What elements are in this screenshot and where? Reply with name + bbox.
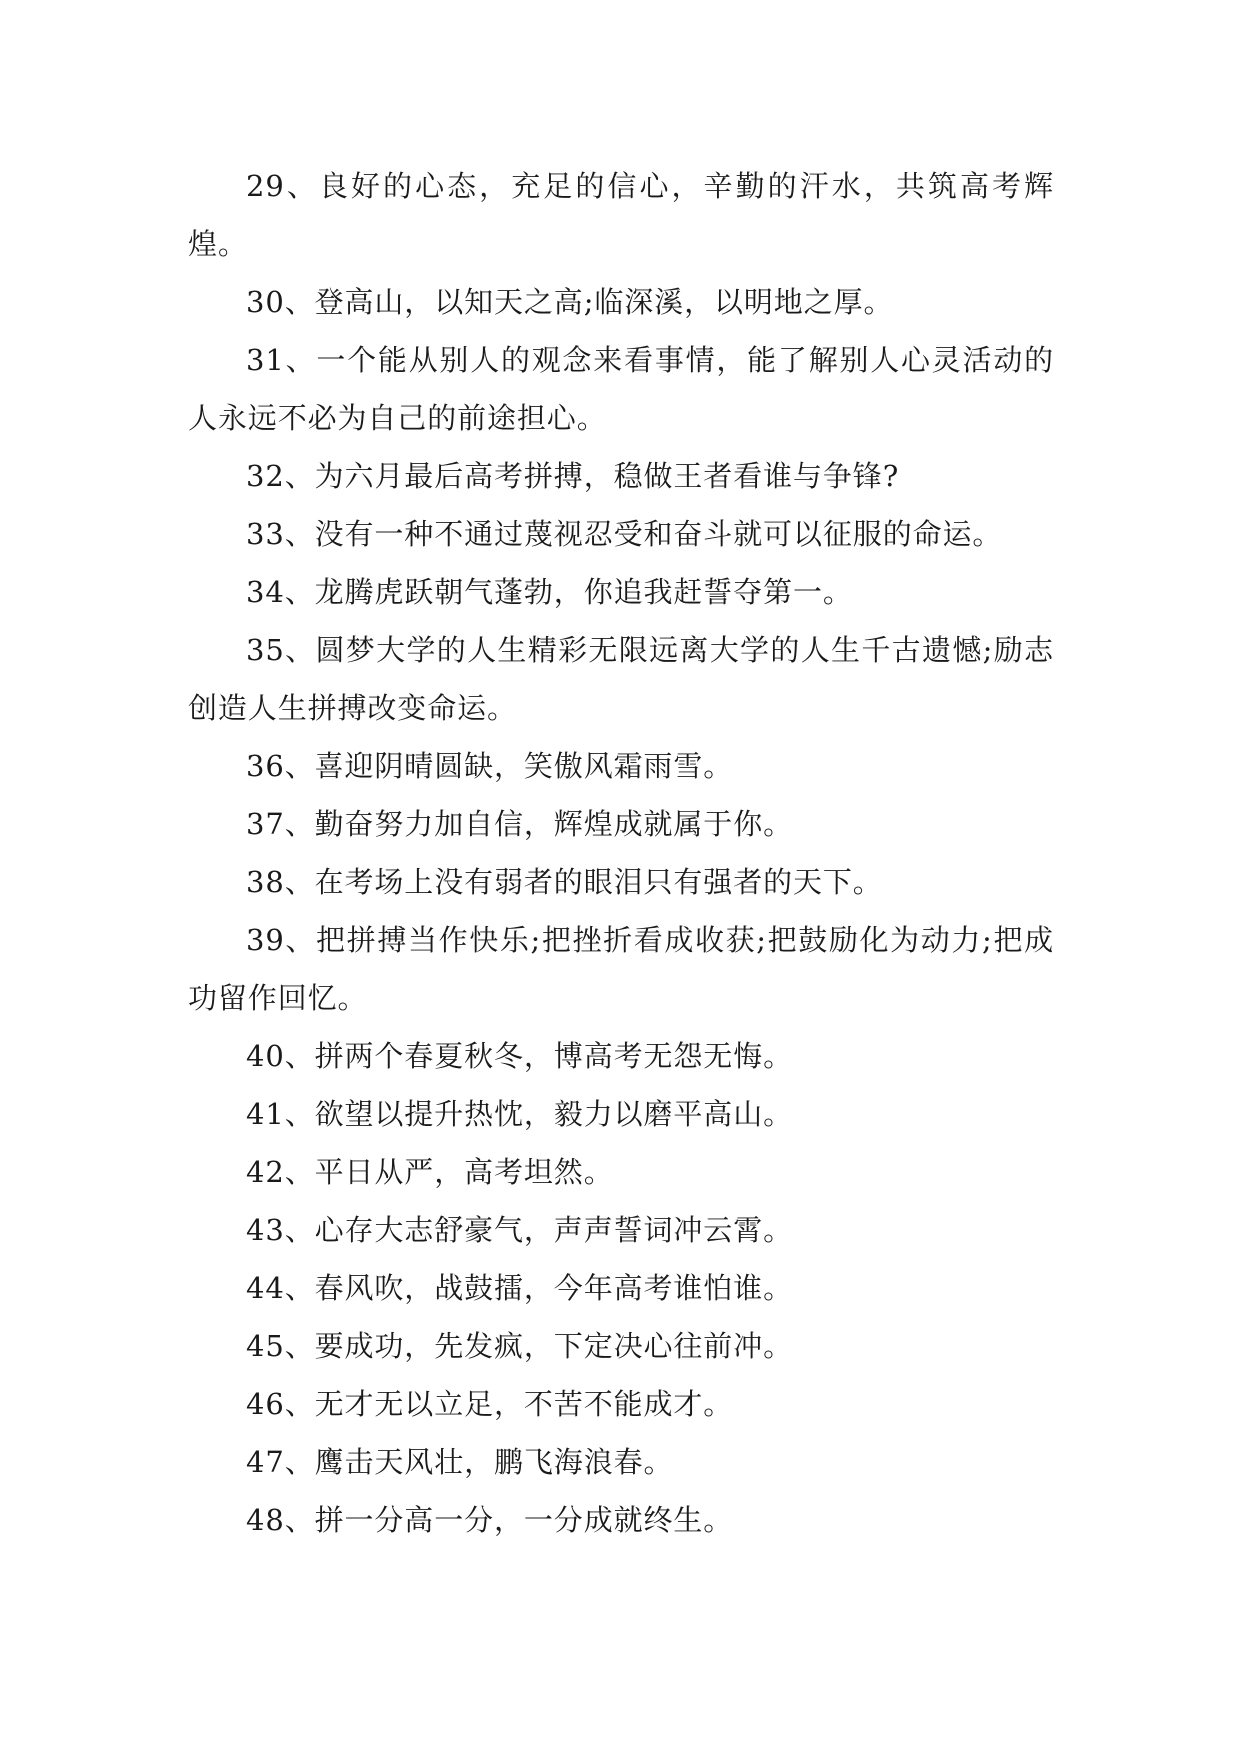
- paragraph-41: 41、欲望以提升热忱，毅力以磨平高山。: [246, 1097, 794, 1131]
- paragraph-39: 39、把拼搏当作快乐;把挫折看成收获;把鼓励化为动力;把成功留作回忆。: [188, 923, 1054, 1015]
- paragraph-31: 31、一个能从别人的观念来看事情，能了解别人心灵活动的人永远不必为自己的前途担心。: [188, 343, 1054, 435]
- paragraph-43: 43、心存大志舒豪气，声声誓词冲云霄。: [246, 1213, 794, 1247]
- paragraph-36: 36、喜迎阴晴圆缺，笑傲风霜雨雪。: [246, 749, 734, 783]
- document-body: [188, 157, 1054, 1549]
- paragraph-38: 38、在考场上没有弱者的眼泪只有强者的天下。: [246, 865, 883, 899]
- paragraph-47: 47、鹰击天风壮，鹏飞海浪春。: [246, 1445, 674, 1479]
- paragraph-33: 33、没有一种不通过蔑视忍受和奋斗就可以征服的命运。: [246, 517, 1003, 551]
- paragraph-48: 48、拼一分高一分，一分成就终生。: [246, 1503, 734, 1537]
- paragraph-34: 34、龙腾虎跃朝气蓬勃，你追我赶誓夺第一。: [246, 575, 853, 609]
- paragraph-40: 40、拼两个春夏秋冬，博高考无怨无悔。: [246, 1039, 794, 1073]
- paragraph-37: 37、勤奋努力加自信，辉煌成就属于你。: [246, 807, 794, 841]
- paragraph-42: 42、平日从严，高考坦然。: [246, 1155, 614, 1189]
- paragraph-32: 32、为六月最后高考拼搏，稳做王者看谁与争锋?: [246, 459, 900, 493]
- paragraph-35: 35、圆梦大学的人生精彩无限远离大学的人生千古遗憾;励志创造人生拼搏改变命运。: [188, 633, 1054, 725]
- paragraph-44: 44、春风吹，战鼓擂，今年高考谁怕谁。: [246, 1271, 794, 1305]
- paragraph-46: 46、无才无以立足，不苦不能成才。: [246, 1387, 734, 1421]
- paragraph-29: 29、良好的心态，充足的信心，辛勤的汗水，共筑高考辉煌。: [188, 169, 1054, 261]
- paragraph-30: 30、登高山，以知天之高;临深溪，以明地之厚。: [246, 285, 894, 319]
- paragraph-45: 45、要成功，先发疯，下定决心往前冲。: [246, 1329, 794, 1363]
